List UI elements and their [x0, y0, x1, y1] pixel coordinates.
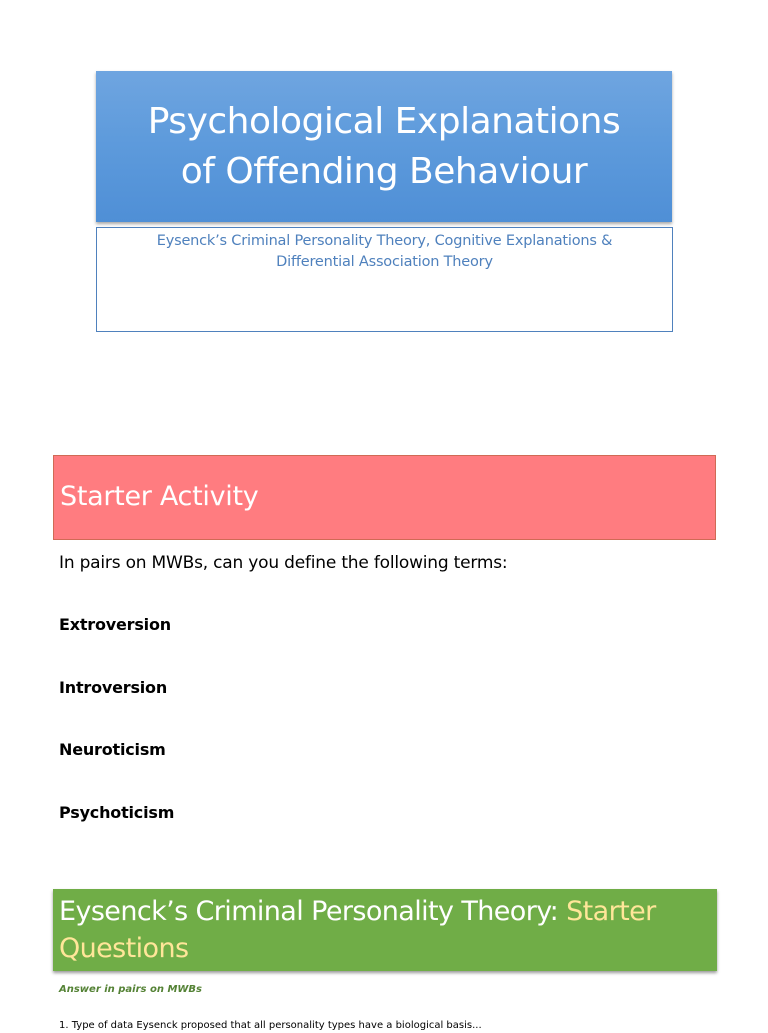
starter-activity-banner — [53, 455, 716, 540]
term-psychoticism: Psychoticism — [59, 803, 175, 822]
term-neuroticism: Neuroticism — [59, 740, 166, 759]
eysenck-questions-heading-line-2 — [59, 930, 711, 967]
subtitle-line-2: Differential Association Theory — [276, 254, 493, 270]
question-1-text: 1. Type of data Eysenck proposed that all personality types have a biological basis... — [59, 1020, 482, 1031]
question-1-partial — [59, 1017, 519, 1031]
answer-note: Answer in pairs on MWBs — [59, 984, 202, 995]
eysenck-questions-banner — [53, 889, 717, 971]
subtitle-line-1: Eysenck’s Criminal Personality Theory, Cognitive Explanations & — [156, 233, 613, 249]
term-extroversion: Extroversion — [59, 615, 171, 634]
starter-instruction: In pairs on MWBs, can you define the following terms: — [59, 553, 508, 573]
title-line-2: of Offending Behaviour — [180, 150, 588, 192]
term-introversion: Introversion — [59, 678, 168, 697]
eysenck-heading-main: Eysenck’s Criminal Personality Theory: — [59, 896, 567, 927]
title-banner — [96, 71, 672, 222]
eysenck-heading-highlight-2: Questions — [59, 933, 189, 964]
eysenck-heading-highlight-1: Starter — [566, 896, 656, 927]
title-line-1: Psychological Explanations — [147, 100, 621, 142]
eysenck-questions-heading — [59, 893, 711, 930]
starter-activity-heading: Starter Activity — [60, 481, 259, 512]
subtitle-box — [96, 227, 673, 332]
